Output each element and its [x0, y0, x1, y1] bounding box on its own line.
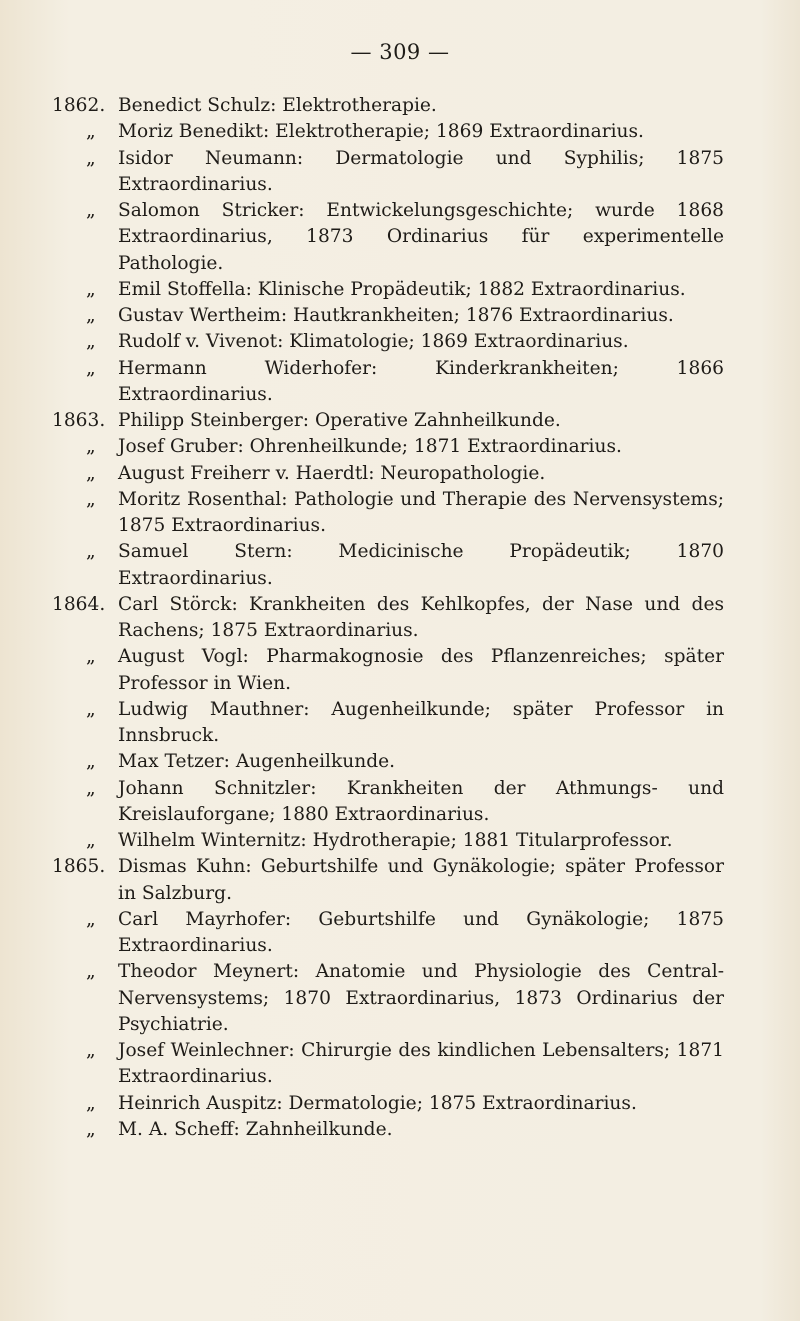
entry-list [0, 93, 800, 1143]
entry-text: Johann Schnitzler: Krankheiten der Athmungs- und Kreislauforgane; 1880 Extraordinarius. [118, 777, 724, 825]
entry-text: Gustav Wertheim: Hautkrankheiten; 1876 Extraordinarius. [118, 305, 674, 326]
entry-text: Carl Störck: Krankheiten des Kehlkopfes, der Nase und des Rachens; 1875 Extraordinarius. [118, 593, 724, 641]
page-number: — 309 — [350, 40, 450, 64]
entry-text: Dismas Kuhn: Geburtshilfe und Gynäkologie; später Professor in Salzburg. [118, 856, 724, 904]
entry-text: M. A. Scheff: Zahnheilkunde. [118, 1118, 393, 1140]
entry [0, 408, 800, 434]
entry [0, 749, 800, 775]
ditto-mark: „ [86, 1040, 96, 1061]
ditto-mark: „ [86, 200, 96, 221]
ditto-mark: „ [86, 147, 96, 169]
entry [0, 487, 800, 540]
ditto-mark: „ [86, 908, 96, 930]
ditto-mark: „ [86, 646, 96, 668]
entry-text: Emil Stoffella: Klinische Propädeutik; 1882 Extraordinarius. [118, 278, 686, 300]
ditto-mark: „ [86, 541, 96, 563]
entry [0, 697, 800, 750]
entry-text: Carl Mayrhofer: Geburtshilfe und Gynäkologie; 1875 Extraordinarius. [118, 908, 724, 956]
entry [0, 854, 800, 907]
entry-text: Josef Weinlechner: Chirurgie des kindlichen Lebensalters; 1871 Extraordinarius. [118, 1040, 724, 1088]
entry [0, 356, 800, 409]
entry [0, 776, 800, 829]
entry [0, 1038, 800, 1091]
entry [0, 119, 800, 145]
ditto-mark: „ [86, 1118, 96, 1140]
entry [0, 146, 800, 199]
entry-text: Wilhelm Winternitz: Hydrotherapie; 1881 Titularprofessor. [118, 830, 673, 851]
ditto-mark: „ [86, 1092, 96, 1114]
entry-text: Philipp Steinberger: Operative Zahnheilkunde. [118, 410, 561, 431]
entry [0, 1091, 800, 1117]
entry [0, 828, 800, 854]
entry [0, 277, 800, 303]
entry [0, 434, 800, 460]
entry-text: Theodor Meynert: Anatomie und Physiologie des Central-Nervensystems; 1870 Extraordinarius, 1873 Ordinarius der Psychiatrie. [118, 961, 724, 1035]
entry-text: Salomon Stricker: Entwickelungsgeschichte; wurde 1868 Extraordinarius, 1873 Ordinarius für experimentelle Pathologie. [118, 200, 724, 274]
entry-text: Ludwig Mauthner: Augenheilkunde; später Professor in Innsbruck. [118, 698, 724, 746]
entry [0, 539, 800, 592]
ditto-mark: „ [86, 698, 96, 720]
entry [0, 592, 800, 645]
entry [0, 303, 800, 329]
ditto-mark: „ [86, 331, 96, 353]
ditto-mark: „ [86, 961, 96, 983]
entry-text: Heinrich Auspitz: Dermatologie; 1875 Extraordinarius. [118, 1092, 637, 1114]
entry-text: Isidor Neumann: Dermatologie und Syphilis; 1875 Extraordinarius. [118, 147, 724, 195]
entry-year: 1865. [52, 856, 106, 878]
entry [0, 959, 800, 1038]
ditto-mark: „ [86, 436, 96, 458]
entry [0, 329, 800, 355]
ditto-mark: „ [86, 305, 96, 326]
ditto-mark: „ [86, 462, 96, 484]
entry-text: Max Tetzer: Augenheilkunde. [118, 751, 396, 773]
entry-text: August Vogl: Pharmakognosie des Pflanzenreiches; später Professor in Wien. [118, 646, 724, 694]
entry [0, 907, 800, 960]
entry [0, 1117, 800, 1143]
ditto-mark: „ [86, 278, 96, 300]
entry-text: Samuel Stern: Medicinische Propädeutik; 1870 Extraordinarius. [118, 541, 724, 589]
entry [0, 461, 800, 487]
entry-text: Hermann Widerhofer: Kinderkrankheiten; 1866 Extraordinarius. [118, 357, 724, 405]
entry-year: 1864. [52, 593, 106, 615]
entry [0, 644, 800, 697]
ditto-mark: „ [86, 357, 96, 379]
entry-text: Josef Gruber: Ohrenheilkunde; 1871 Extraordinarius. [118, 436, 622, 458]
ditto-mark: „ [86, 830, 96, 851]
entry-year: 1862. [52, 95, 106, 116]
entry [0, 93, 800, 119]
entry-text: Benedict Schulz: Elektrotherapie. [118, 95, 437, 116]
entry-text: August Freiherr v. Haerdtl: Neuropathologie. [118, 462, 546, 484]
entry-year: 1863. [52, 410, 106, 431]
ditto-mark: „ [86, 488, 96, 510]
entry-text: Moritz Rosenthal: Pathologie und Therapie des Nervensystems; 1875 Extraordinarius. [118, 488, 724, 536]
ditto-mark: „ [86, 751, 96, 773]
entry-text: Rudolf v. Vivenot: Klimatologie; 1869 Extraordinarius. [118, 331, 629, 353]
ditto-mark: „ [86, 121, 96, 143]
ditto-mark: „ [86, 777, 96, 799]
entry [0, 198, 800, 277]
entry-text: Moriz Benedikt: Elektrotherapie; 1869 Extraordinarius. [118, 121, 644, 143]
